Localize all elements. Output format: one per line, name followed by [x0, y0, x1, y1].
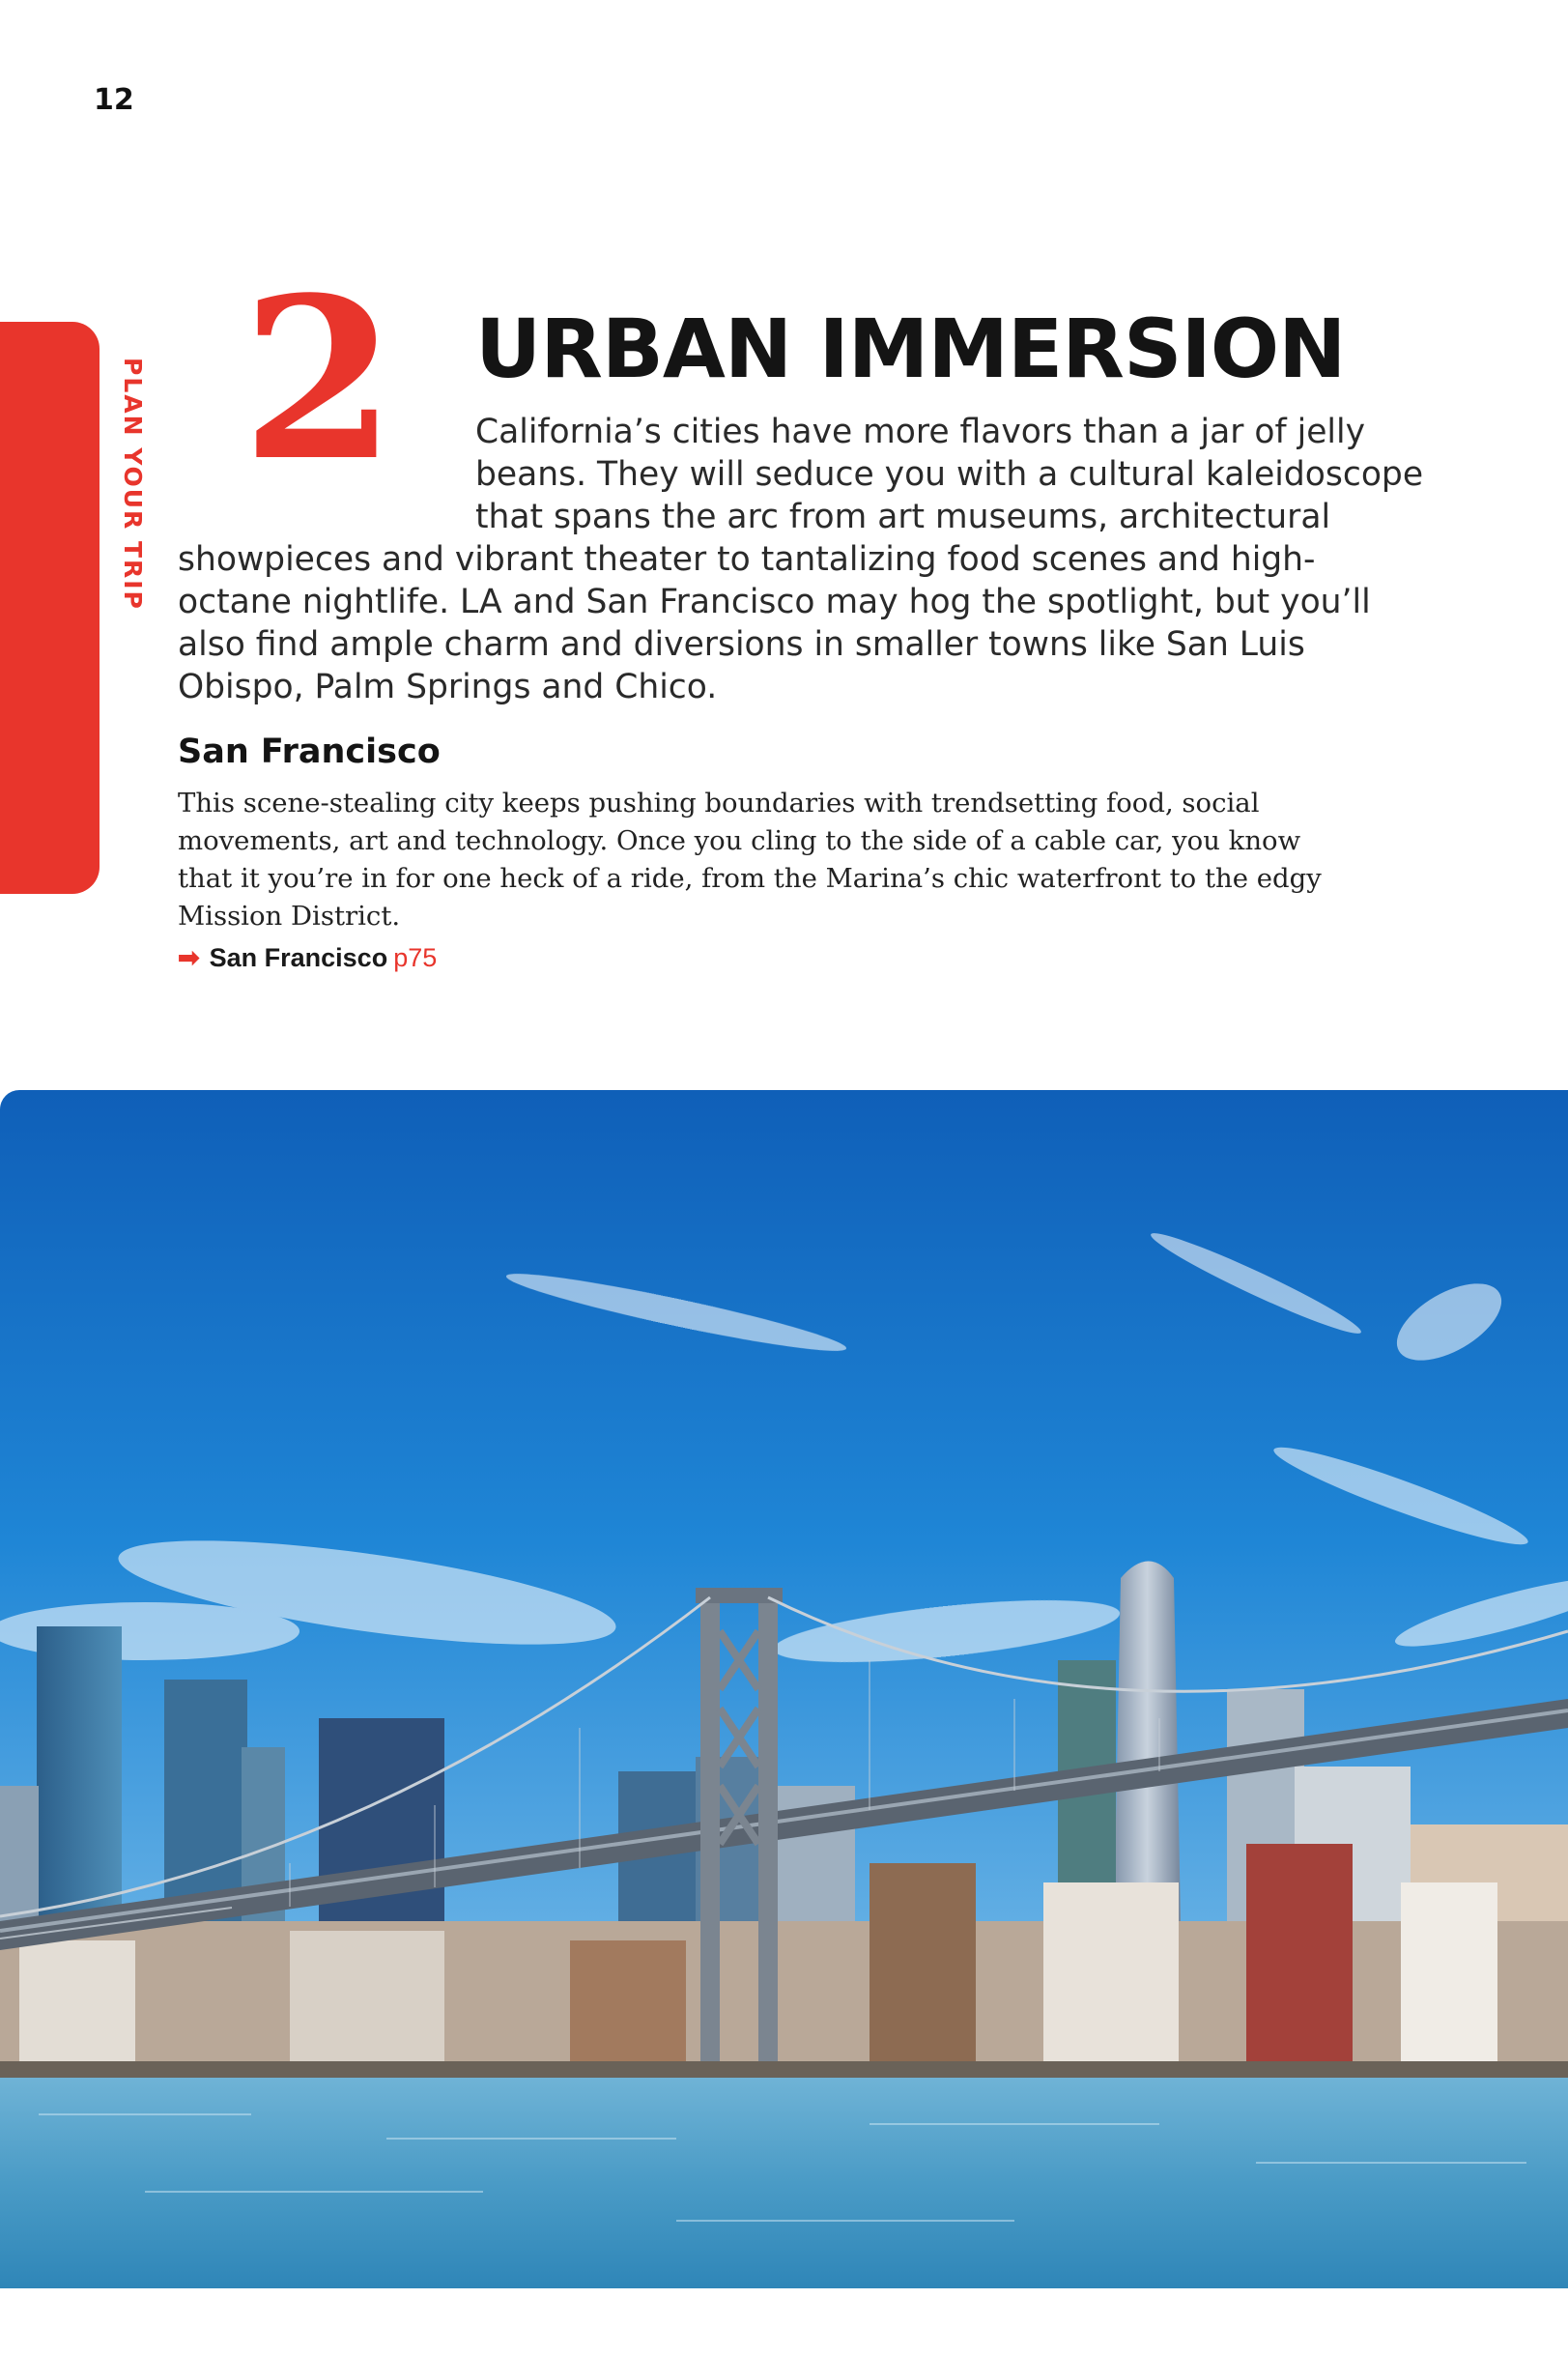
intro-text: California’s cities have more flavors than a jar of jelly beans. They will seduce you with a cultural kaleidoscope that spans the arc from art museums, architectural showpieces and vibrant theater to tantalizing food scenes and high-octane nightlife. LA and San Francisco may hog the spotlight, but you’ll also find ample charm and diversions in smaller towns like San Luis Obispo, Palm Springs and Chico. [178, 413, 1424, 706]
page-number: 12 [94, 83, 134, 117]
section-body: This scene-stealing city keeps pushing boundaries with trendsetting food, social movements, art and technology. Once you cling to the side of a cable car, you know that it you’re in for one heck of a ride, from the Marina’s chic waterfront to the edgy Mission District. [178, 788, 1322, 932]
chapter-title: URBAN IMMERSION [475, 302, 1346, 396]
arrow-right-icon: ➡ [178, 943, 200, 972]
section-heading: San Francisco [178, 733, 441, 771]
cross-reference[interactable] [178, 943, 437, 973]
cross-ref-page[interactable]: p75 [393, 943, 438, 972]
intro-paragraph [178, 411, 1424, 708]
cross-ref-name[interactable]: San Francisco [209, 943, 388, 972]
bay-bridge-skyline-image [0, 1090, 1568, 2288]
side-tab [0, 322, 100, 894]
side-tab-label: PLAN YOUR TRIP [119, 358, 147, 611]
chapter-number: 2 [242, 249, 397, 510]
